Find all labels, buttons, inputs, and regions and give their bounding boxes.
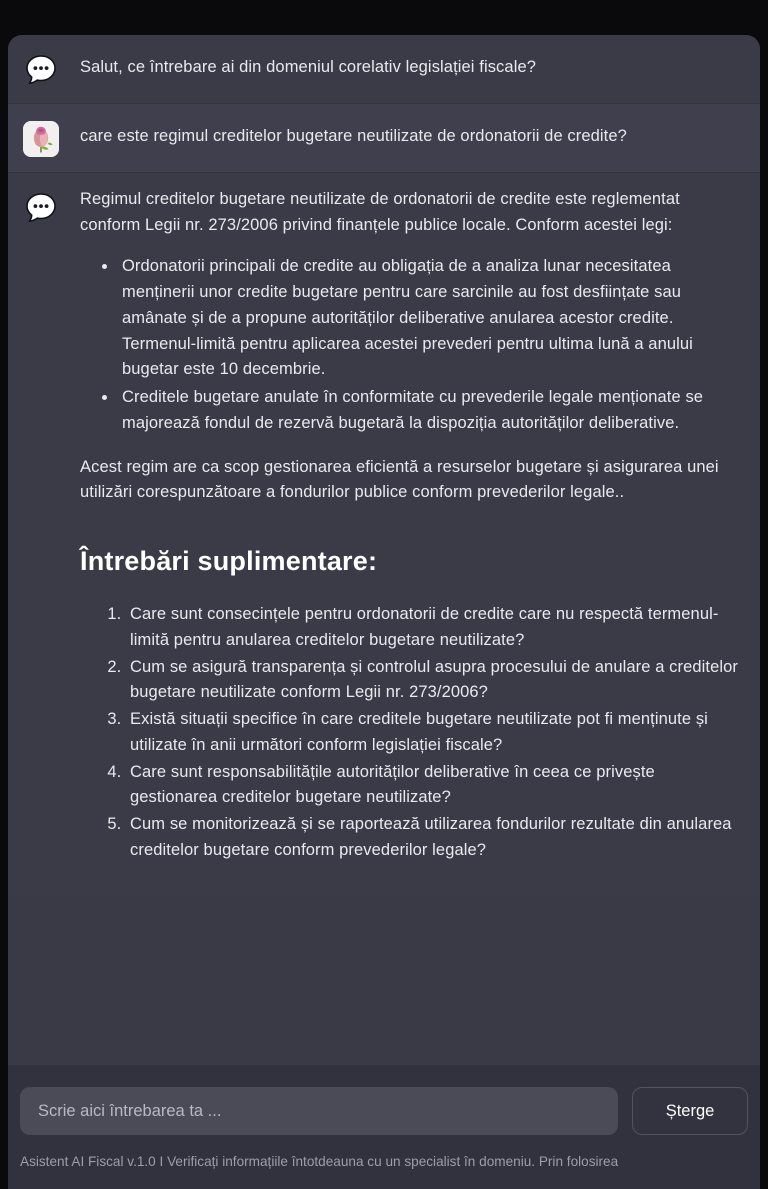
message-assistant-greeting: [8, 35, 760, 103]
clear-button[interactable]: Șterge: [632, 1087, 748, 1135]
answer-body: [80, 187, 744, 882]
list-item[interactable]: 1. Care sunt consecințele pentru ordonatorii de credite care nu respectă termenul-limită pentru anularea creditelor bugetare neutilizate?: [126, 602, 744, 653]
list-item[interactable]: 2. Cum se asigură transparența și controlul asupra procesului de anulare a creditelor bugetare neutilizate conform Legii nr. 273/2006?: [126, 655, 744, 706]
message-assistant-answer: [8, 172, 760, 896]
chat-bubble-dots-icon: [22, 51, 60, 89]
user-question-text: care este regimul creditelor bugetare neutilizate de ordonatorii de credite?: [80, 127, 627, 145]
footer-disclaimer: Asistent AI Fiscal v.1.0 I Verificați informațiile întotdeauna cu un specialist în domeniu. Prin folosirea: [20, 1154, 619, 1169]
list-item: • Ordonatorii principali de credite au obligația de a analiza lunar necesitatea menținerii unor credite bugetare pentru care sarcinile au fost desființate sau amânate și de a propune autorităților deliberative anularea acestor credite. Termenul-limită pentru aplicarea acestei prevederi pentru ultima lună a anului bugetar este 10 decembrie.: [118, 254, 744, 383]
message-user-question: [8, 103, 760, 172]
answer-bullet-list: [80, 254, 744, 436]
chat-app-panel: [8, 35, 760, 1189]
greeting-text: Salut, ce întrebare ai din domeniul corelativ legislației fiscale?: [80, 58, 537, 76]
answer-intro: Regimul creditelor bugetare neutilizate de ordonatorii de credite este reglementat conform Legii nr. 273/2006 privind finanțele publice locale. Conform acestei legi:: [80, 190, 680, 234]
followup-heading: Întrebări suplimentare:: [80, 546, 378, 577]
list-item[interactable]: 4. Care sunt responsabilitățile autorităților deliberative în ceea ce privește gestionarea creditelor bugetare neutilizate?: [126, 760, 744, 811]
chat-bubble-dots-icon: [22, 189, 60, 227]
list-item[interactable]: 3. Există situații specifice în care creditele bugetare neutilizate pot fi menținute și utilizate în anii următori conform legislației fiscale?: [126, 707, 744, 758]
question-input[interactable]: [20, 1087, 618, 1135]
list-item: • Creditele bugetare anulate în conformitate cu prevederile legale menționate se majorează fondul de rezervă bugetară la dispoziția autorităților deliberative.: [118, 385, 744, 436]
chat-transcript: [8, 35, 760, 1065]
answer-closing: Acest regim are ca scop gestionarea eficientă a resurselor bugetare și asigurarea unei utilizări corespunzătoare a fondurilor publice conform prevederilor legale..: [80, 457, 719, 502]
followup-question-list: [80, 602, 744, 863]
composer-row: [20, 1065, 748, 1135]
composer-area: [8, 1065, 760, 1189]
message-text: [80, 49, 744, 81]
rose-avatar-image: [22, 120, 60, 158]
message-text: [80, 118, 744, 150]
list-item[interactable]: 5. Cum se monitorizează și se raportează utilizarea fondurilor rezultate din anularea creditelor bugetare conform prevederilor legale?: [126, 812, 744, 863]
